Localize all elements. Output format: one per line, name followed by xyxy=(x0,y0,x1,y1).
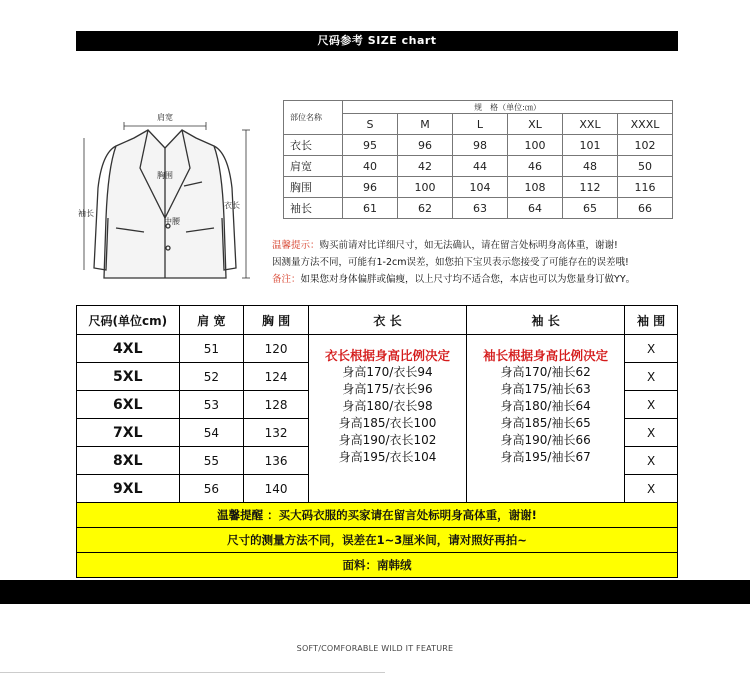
yellow-note-1: 温馨提醒 ：买大码衣服的买家请在留言处标明身高体重，谢谢! xyxy=(77,503,678,528)
size-xxl: XXL xyxy=(563,114,618,135)
table-row: 胸围 96 100 104 108 112 116 xyxy=(284,177,673,198)
note-1: 温馨提示：购买前请对比详细尺寸，如无法确认，请在留言处标明身高体重，谢谢! xyxy=(272,240,618,251)
divider-bar xyxy=(0,580,750,604)
sleeve-by-height: 袖长根据身高比例决定 身高170/袖长62 身高175/袖长63 身高180/袖长64 身高185/袖长65 身高190/袖长66 身高195/袖长67 xyxy=(467,335,625,503)
size-xxxl: XXXL xyxy=(618,114,673,135)
footer-divider xyxy=(0,672,385,673)
table-row: 5XL 52 124 X xyxy=(77,363,678,391)
header-length: 衣 长 xyxy=(308,306,466,335)
header-chest: 胸 围 xyxy=(244,306,309,335)
table-row: 4XL 51 120 衣长根据身高比例决定 身高170/衣长94 身高175/衣长96 身高180/衣长98 身高185/衣长100 身高190/衣长102 身高195/衣长104 袖长根据身高比例决定 身高170/袖长62 身高175/袖长63 身高180/袖长64 身高185/袖长65 身高190/袖长66 身高195/袖长67 X xyxy=(77,335,678,363)
table-row: 衣长 95 96 98 100 101 102 xyxy=(284,135,673,156)
fabric-note: 面料：南韩绒 xyxy=(77,553,678,578)
size-chart-banner: 尺码参考 SIZE chart xyxy=(76,31,678,51)
diagram-waist-label: 中腰 xyxy=(164,217,180,226)
table-row: 肩宽 40 42 44 46 48 50 xyxy=(284,156,673,177)
diagram-shoulder-label: 肩宽 xyxy=(157,113,173,122)
plus-size-table xyxy=(76,305,678,578)
note-2: 因测量方法不同，可能有1-2cm误差，如您拍下宝贝表示您接受了可能存在的误差哦! xyxy=(272,257,629,268)
diagram-length-label: 衣长 xyxy=(224,201,240,210)
header-shoulder: 肩 宽 xyxy=(179,306,244,335)
feature-caption: SOFT/COMFORABLE WILD IT FEATURE xyxy=(296,644,454,653)
spec-table xyxy=(283,100,673,219)
notes-block xyxy=(272,237,682,288)
table-row: 9XL 56 140 X xyxy=(77,475,678,503)
table-row: 袖长 61 62 63 64 65 66 xyxy=(284,198,673,219)
table-row: 6XL 53 128 X xyxy=(77,391,678,419)
length-by-height: 衣长根据身高比例决定 身高170/衣长94 身高175/衣长96 身高180/衣长98 身高185/衣长100 身高190/衣长102 身高195/衣长104 xyxy=(308,335,466,503)
size-l: L xyxy=(453,114,508,135)
table-row: 7XL 54 132 X xyxy=(77,419,678,447)
header-cuff: 袖 围 xyxy=(625,306,678,335)
size-m: M xyxy=(398,114,453,135)
yellow-note-2: 尺寸的测量方法不同，误差在1~3厘米间，请对照好再拍~ xyxy=(77,528,678,553)
jacket-diagram xyxy=(76,108,254,290)
header-sleeve: 袖 长 xyxy=(467,306,625,335)
spec-header-label: 部位名称 xyxy=(284,101,343,135)
size-xl: XL xyxy=(508,114,563,135)
note-3: 备注：如果您对身体偏胖或偏瘦，以上尺寸均不适合您，本店也可以为您量身订做YY。 xyxy=(272,274,636,285)
spec-unit-label: 规 格（单位:㎝） xyxy=(343,101,673,114)
table-row: 8XL 55 136 X xyxy=(77,447,678,475)
header-size: 尺码(单位cm) xyxy=(77,306,180,335)
size-s: S xyxy=(343,114,398,135)
diagram-chest-label: 胸围 xyxy=(157,171,173,180)
diagram-sleeve-label: 袖长 xyxy=(78,209,94,218)
